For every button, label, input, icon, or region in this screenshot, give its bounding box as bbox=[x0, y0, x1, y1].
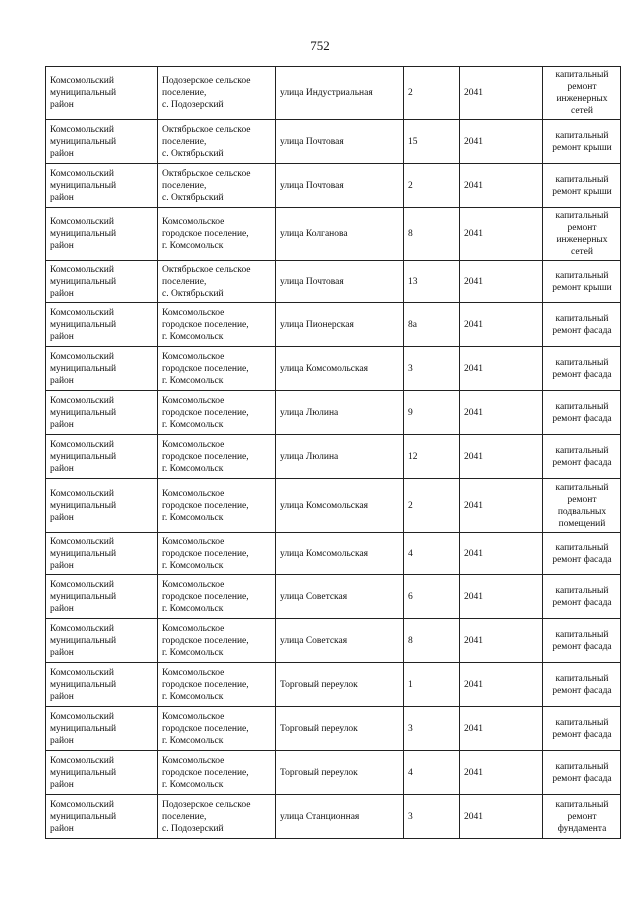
street-cell: улица Советская bbox=[276, 619, 404, 663]
table-row bbox=[46, 347, 621, 391]
work-type-cell: капитальный ремонт крыши bbox=[543, 164, 621, 208]
street-cell: улица Станционная bbox=[276, 795, 404, 839]
year-cell: 2041 bbox=[460, 208, 543, 261]
house-number-cell: 8 bbox=[404, 619, 460, 663]
house-number-cell: 4 bbox=[404, 533, 460, 575]
settlement-cell: Октябрьское сельское поселение, с. Октябрьский bbox=[158, 261, 276, 303]
street-cell: Торговый переулок bbox=[276, 751, 404, 795]
year-cell: 2041 bbox=[460, 164, 543, 208]
work-type-cell: капитальный ремонт фасада bbox=[543, 619, 621, 663]
settlement-cell: Октябрьское сельское поселение, с. Октябрьский bbox=[158, 120, 276, 164]
municipality-cell: Комсомольский муниципальный район bbox=[46, 575, 158, 619]
street-cell: улица Комсомольская bbox=[276, 533, 404, 575]
work-type-cell: капитальный ремонт фасада bbox=[543, 575, 621, 619]
house-number-cell: 15 bbox=[404, 120, 460, 164]
table-row bbox=[46, 261, 621, 303]
year-cell: 2041 bbox=[460, 619, 543, 663]
year-cell: 2041 bbox=[460, 347, 543, 391]
street-cell: улица Комсомольская bbox=[276, 479, 404, 533]
table-row bbox=[46, 533, 621, 575]
work-type-cell: капитальный ремонт фасада bbox=[543, 663, 621, 707]
year-cell: 2041 bbox=[460, 261, 543, 303]
table-row bbox=[46, 707, 621, 751]
year-cell: 2041 bbox=[460, 391, 543, 435]
street-cell: улица Люлина bbox=[276, 391, 404, 435]
house-number-cell: 12 bbox=[404, 435, 460, 479]
work-type-cell: капитальный ремонт крыши bbox=[543, 261, 621, 303]
table-row bbox=[46, 120, 621, 164]
table-row bbox=[46, 619, 621, 663]
municipality-cell: Комсомольский муниципальный район bbox=[46, 707, 158, 751]
work-type-cell: капитальный ремонт фасада bbox=[543, 391, 621, 435]
table-row bbox=[46, 479, 621, 533]
year-cell: 2041 bbox=[460, 575, 543, 619]
year-cell: 2041 bbox=[460, 751, 543, 795]
municipality-cell: Комсомольский муниципальный район bbox=[46, 795, 158, 839]
house-number-cell: 3 bbox=[404, 707, 460, 751]
table-row bbox=[46, 795, 621, 839]
year-cell: 2041 bbox=[460, 479, 543, 533]
settlement-cell: Комсомольское городское поселение, г. Комсомольск bbox=[158, 663, 276, 707]
settlement-cell: Комсомольское городское поселение, г. Комсомольск bbox=[158, 575, 276, 619]
settlement-cell: Октябрьское сельское поселение, с. Октябрьский bbox=[158, 164, 276, 208]
municipality-cell: Комсомольский муниципальный район bbox=[46, 67, 158, 120]
work-type-cell: капитальный ремонт подвальных помещений bbox=[543, 479, 621, 533]
municipality-cell: Комсомольский муниципальный район bbox=[46, 164, 158, 208]
street-cell: улица Колганова bbox=[276, 208, 404, 261]
street-cell: Торговый переулок bbox=[276, 707, 404, 751]
house-number-cell: 1 bbox=[404, 663, 460, 707]
street-cell: улица Почтовая bbox=[276, 164, 404, 208]
municipality-cell: Комсомольский муниципальный район bbox=[46, 751, 158, 795]
year-cell: 2041 bbox=[460, 795, 543, 839]
house-number-cell: 3 bbox=[404, 347, 460, 391]
settlement-cell: Комсомольское городское поселение, г. Комсомольск bbox=[158, 533, 276, 575]
street-cell: Торговый переулок bbox=[276, 663, 404, 707]
house-number-cell: 9 bbox=[404, 391, 460, 435]
municipality-cell: Комсомольский муниципальный район bbox=[46, 261, 158, 303]
municipality-cell: Комсомольский муниципальный район bbox=[46, 303, 158, 347]
table-row bbox=[46, 208, 621, 261]
settlement-cell: Комсомольское городское поселение, г. Комсомольск bbox=[158, 208, 276, 261]
work-type-cell: капитальный ремонт фасада bbox=[543, 303, 621, 347]
work-type-cell: капитальный ремонт фасада bbox=[543, 435, 621, 479]
municipality-cell: Комсомольский муниципальный район bbox=[46, 347, 158, 391]
work-type-cell: капитальный ремонт фундамента bbox=[543, 795, 621, 839]
table-row bbox=[46, 391, 621, 435]
table-row bbox=[46, 751, 621, 795]
work-type-cell: капитальный ремонт фасада bbox=[543, 533, 621, 575]
house-number-cell: 4 bbox=[404, 751, 460, 795]
street-cell: улица Люлина bbox=[276, 435, 404, 479]
registry-table-body bbox=[46, 67, 621, 839]
street-cell: улица Индустриальная bbox=[276, 67, 404, 120]
street-cell: улица Пионерская bbox=[276, 303, 404, 347]
page-number: 752 bbox=[310, 38, 330, 53]
house-number-cell: 8а bbox=[404, 303, 460, 347]
municipality-cell: Комсомольский муниципальный район bbox=[46, 391, 158, 435]
municipality-cell: Комсомольский муниципальный район bbox=[46, 619, 158, 663]
municipality-cell: Комсомольский муниципальный район bbox=[46, 479, 158, 533]
table-row bbox=[46, 663, 621, 707]
year-cell: 2041 bbox=[460, 663, 543, 707]
municipality-cell: Комсомольский муниципальный район bbox=[46, 120, 158, 164]
street-cell: улица Почтовая bbox=[276, 120, 404, 164]
settlement-cell: Комсомольское городское поселение, г. Комсомольск bbox=[158, 479, 276, 533]
municipality-cell: Комсомольский муниципальный район bbox=[46, 533, 158, 575]
work-type-cell: капитальный ремонт инженерных сетей bbox=[543, 208, 621, 261]
table-row bbox=[46, 435, 621, 479]
house-number-cell: 6 bbox=[404, 575, 460, 619]
street-cell: улица Комсомольская bbox=[276, 347, 404, 391]
table-row bbox=[46, 575, 621, 619]
work-type-cell: капитальный ремонт фасада bbox=[543, 751, 621, 795]
house-number-cell: 2 bbox=[404, 479, 460, 533]
year-cell: 2041 bbox=[460, 707, 543, 751]
settlement-cell: Комсомольское городское поселение, г. Комсомольск bbox=[158, 347, 276, 391]
street-cell: улица Советская bbox=[276, 575, 404, 619]
table-row bbox=[46, 303, 621, 347]
settlement-cell: Подозерское сельское поселение, с. Подозерский bbox=[158, 795, 276, 839]
house-number-cell: 2 bbox=[404, 67, 460, 120]
year-cell: 2041 bbox=[460, 67, 543, 120]
year-cell: 2041 bbox=[460, 303, 543, 347]
year-cell: 2041 bbox=[460, 120, 543, 164]
house-number-cell: 8 bbox=[404, 208, 460, 261]
work-type-cell: капитальный ремонт фасада bbox=[543, 347, 621, 391]
municipality-cell: Комсомольский муниципальный район bbox=[46, 435, 158, 479]
settlement-cell: Комсомольское городское поселение, г. Комсомольск bbox=[158, 391, 276, 435]
year-cell: 2041 bbox=[460, 533, 543, 575]
registry-table bbox=[45, 66, 621, 839]
house-number-cell: 3 bbox=[404, 795, 460, 839]
settlement-cell: Комсомольское городское поселение, г. Комсомольск bbox=[158, 619, 276, 663]
settlement-cell: Комсомольское городское поселение, г. Комсомольск bbox=[158, 435, 276, 479]
settlement-cell: Комсомольское городское поселение, г. Комсомольск bbox=[158, 707, 276, 751]
house-number-cell: 13 bbox=[404, 261, 460, 303]
municipality-cell: Комсомольский муниципальный район bbox=[46, 663, 158, 707]
work-type-cell: капитальный ремонт крыши bbox=[543, 120, 621, 164]
settlement-cell: Комсомольское городское поселение, г. Комсомольск bbox=[158, 303, 276, 347]
year-cell: 2041 bbox=[460, 435, 543, 479]
street-cell: улица Почтовая bbox=[276, 261, 404, 303]
municipality-cell: Комсомольский муниципальный район bbox=[46, 208, 158, 261]
house-number-cell: 2 bbox=[404, 164, 460, 208]
settlement-cell: Подозерское сельское поселение, с. Подозерский bbox=[158, 67, 276, 120]
work-type-cell: капитальный ремонт инженерных сетей bbox=[543, 67, 621, 120]
work-type-cell: капитальный ремонт фасада bbox=[543, 707, 621, 751]
table-row bbox=[46, 67, 621, 120]
table-row bbox=[46, 164, 621, 208]
settlement-cell: Комсомольское городское поселение, г. Комсомольск bbox=[158, 751, 276, 795]
